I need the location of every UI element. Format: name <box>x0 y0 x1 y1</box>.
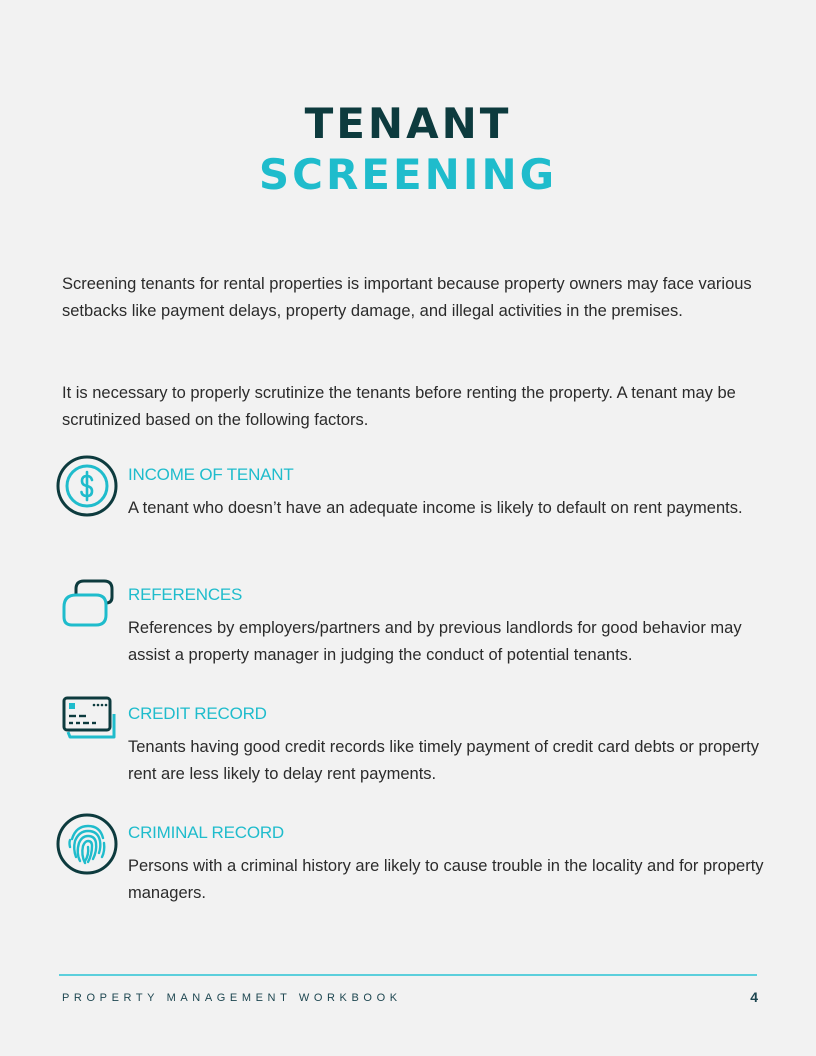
factor-description: Persons with a criminal history are likely to cause trouble in the locality and for property managers. <box>128 857 764 902</box>
factor-references <box>56 575 776 675</box>
title-line-2: SCREENING <box>258 150 558 199</box>
dollar-coin-icon <box>56 455 120 519</box>
page-number: 4 <box>750 989 758 1005</box>
title-line-1: TENANT <box>304 99 512 148</box>
footer-divider <box>59 974 757 976</box>
factor-description: Tenants having good credit records like timely payment of credit card debts or property rent are less likely to delay rent payments. <box>128 738 759 783</box>
factor-income <box>56 455 776 555</box>
intro-paragraph-2: It is necessary to properly scrutinize the tenants before renting the property. A tenant may be scrutinized based on the following factors. <box>62 384 736 429</box>
factor-heading: REFERENCES <box>128 585 243 604</box>
factor-heading: INCOME OF TENANT <box>128 465 294 484</box>
factor-heading: CREDIT RECORD <box>128 704 267 723</box>
factor-criminal-record <box>56 813 776 913</box>
credit-card-icon <box>56 694 120 758</box>
fingerprint-icon <box>56 813 120 877</box>
speech-bubbles-icon <box>56 575 120 639</box>
factor-heading: CRIMINAL RECORD <box>128 823 284 842</box>
footer-title: PROPERTY MANAGEMENT WORKBOOK <box>62 992 402 1004</box>
factor-description: References by employers/partners and by previous landlords for good behavior may assist a property manager in judging the conduct of potential tenants. <box>128 619 742 664</box>
intro-paragraph-1: Screening tenants for rental properties is important because property owners may face various setbacks like payment delays, property damage, and illegal activities in the premises. <box>62 275 752 320</box>
factor-description: A tenant who doesn’t have an adequate income is likely to default on rent payments. <box>128 499 743 517</box>
factor-credit-record <box>56 694 776 794</box>
